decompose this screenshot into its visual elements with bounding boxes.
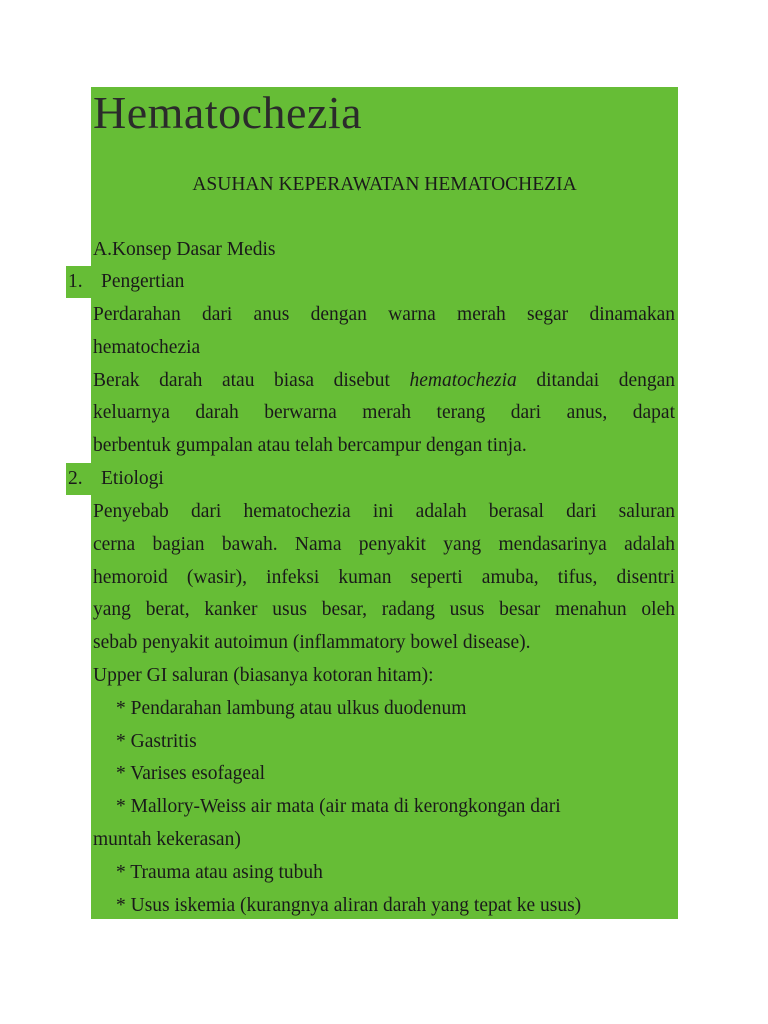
section-heading-pengertian: Pengertian <box>101 271 185 292</box>
section-heading-a: A.Konsep Dasar Medis <box>93 239 276 260</box>
list-number-1: 1. <box>68 271 83 292</box>
bullet-item: * Usus iskemia (kurangnya aliran darah yang tepat ke usus) <box>116 895 582 916</box>
bullet-item: * Pendarahan lambung atau ulkus duodenum <box>116 698 467 719</box>
paragraph-line: Perdarahan dari anus dengan warna merah segar dinamakan <box>93 304 675 325</box>
paragraph-italic-term: hematochezia <box>409 370 517 391</box>
paragraph-line: sebab penyakit autoimun (inflammatory bowel disease). <box>93 632 531 653</box>
paragraph-text: ditandai dengan <box>536 370 675 391</box>
bullet-item: * Gastritis <box>116 731 197 752</box>
bullet-item-continuation: muntah kekerasan) <box>93 829 241 850</box>
paragraph-line: keluarnya darah berwarna merah terang dari anus, dapat <box>93 402 675 423</box>
paragraph-line: cerna bagian bawah. Nama penyakit yang mendasarinya adalah <box>93 534 675 555</box>
document-title: Hematochezia <box>93 87 363 138</box>
bullet-item: * Mallory-Weiss air mata (air mata di kerongkongan dari <box>116 796 561 817</box>
paragraph-line: Penyebab dari hematochezia ini adalah berasal dari saluran <box>93 501 675 522</box>
list-number-2: 2. <box>68 468 83 489</box>
paragraph-line <box>93 367 675 395</box>
paragraph-line: yang berat, kanker usus besar, radang usus besar menahun oleh <box>93 599 675 620</box>
paragraph-text: Berak darah atau biasa disebut <box>93 370 390 391</box>
paragraph-line: hematochezia <box>93 337 201 358</box>
paragraph-line: hemoroid (wasir), infeksi kuman seperti amuba, tifus, disentri <box>93 567 675 588</box>
bullet-item: * Varises esofageal <box>116 763 266 784</box>
bullet-item: * Trauma atau asing tubuh <box>116 862 323 883</box>
document-subtitle: ASUHAN KEPERAWATAN HEMATOCHEZIA <box>192 174 577 195</box>
list-heading-upper-gi: Upper GI saluran (biasanya kotoran hitam): <box>93 665 434 686</box>
section-heading-etiologi: Etiologi <box>101 468 164 489</box>
paragraph-line: berbentuk gumpalan atau telah bercampur dengan tinja. <box>93 435 527 456</box>
